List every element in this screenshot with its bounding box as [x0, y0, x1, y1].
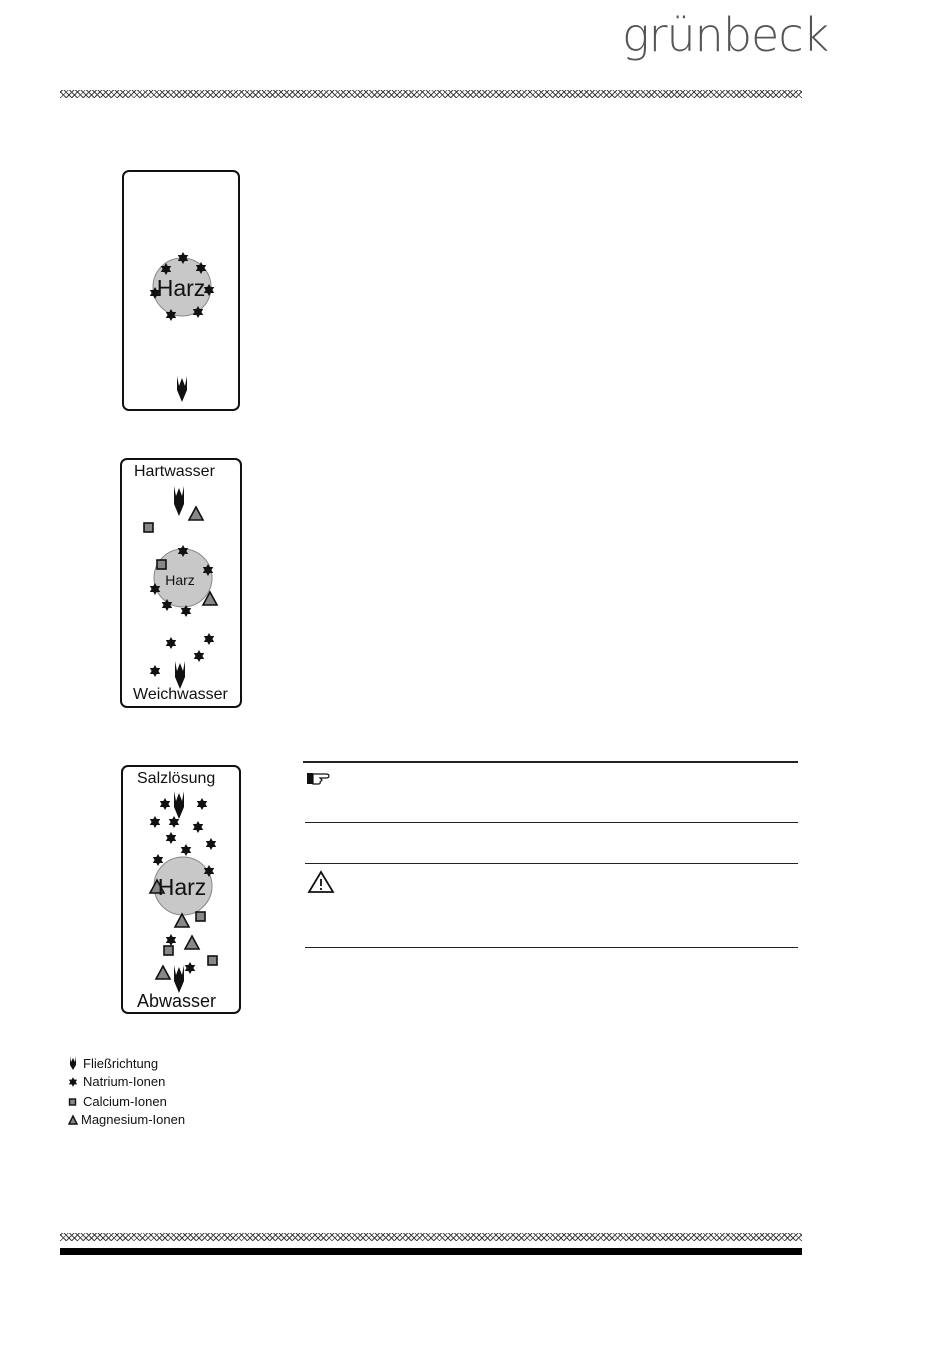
resin-diagram-initial: [124, 172, 238, 409]
magnesium-ion: [189, 507, 203, 520]
flow-arrow-icon: [68, 1055, 78, 1071]
legend-item-calcium: [68, 1094, 167, 1109]
sodium-ion: [150, 665, 160, 677]
magnesium-ion: [156, 966, 170, 979]
calcium-ion-icon: [68, 1096, 78, 1108]
flow-arrow-icon: [175, 661, 185, 689]
legend-label: Fließrichtung: [83, 1055, 159, 1071]
warning-triangle-icon: [307, 870, 335, 894]
legend-label: Magnesium-Ionen: [81, 1112, 186, 1127]
legend-label: Calcium-Ionen: [83, 1094, 167, 1109]
calcium-ion: [144, 523, 153, 532]
flow-arrow-icon: [177, 376, 187, 402]
hard-water-label: Hartwasser: [134, 463, 215, 480]
resin-label: Harz: [157, 874, 207, 900]
legend-item-sodium: [68, 1074, 165, 1089]
resin-panel-softening: [120, 458, 242, 708]
resin-label: Harz: [165, 572, 195, 588]
gruenbeck-logo: grünbeck: [622, 8, 829, 62]
warning-bottom-rule: [305, 947, 798, 948]
legend-item-flow: [68, 1055, 158, 1071]
soft-water-label: Weichwasser: [133, 686, 228, 703]
magnesium-ion: [185, 936, 199, 949]
calcium-ion: [208, 956, 217, 965]
calcium-ion: [164, 946, 173, 955]
sodium-ion: [153, 854, 163, 866]
resin-label: Harz: [156, 275, 206, 301]
sodium-ion: [185, 962, 195, 974]
magnesium-ion: [175, 914, 189, 927]
sodium-ion: [160, 798, 170, 810]
sodium-ion: [206, 838, 216, 850]
pointing-hand-icon: [306, 770, 330, 786]
sodium-ion: [166, 934, 176, 946]
resin-diagram-softening: [122, 460, 240, 706]
sodium-ion-icon: [68, 1076, 78, 1088]
legend-item-magnesium: [68, 1112, 185, 1127]
sodium-ion: [181, 844, 191, 856]
flow-arrow-icon: [174, 486, 184, 516]
sodium-ion: [166, 832, 176, 844]
brine-label: Salzlösung: [137, 770, 216, 787]
sodium-ion: [197, 798, 207, 810]
magnesium-ion-icon: [68, 1114, 78, 1126]
flow-arrow-icon: [174, 791, 184, 819]
footer-thick-rule: [60, 1248, 802, 1255]
header-pattern-rule: [60, 90, 802, 98]
footer-pattern-rule: [60, 1233, 802, 1241]
sodium-ion: [169, 816, 179, 828]
sodium-ion: [193, 821, 203, 833]
sodium-ion: [194, 650, 204, 662]
calcium-ion: [157, 560, 166, 569]
sodium-ion: [166, 637, 176, 649]
legend-label: Natrium-Ionen: [83, 1074, 166, 1089]
resin-panel-regeneration: [121, 765, 241, 1014]
sodium-ion: [150, 816, 160, 828]
note-bottom-rule: [305, 822, 798, 823]
calcium-ion: [196, 912, 205, 921]
resin-diagram-regeneration: [123, 767, 239, 1012]
flow-arrow-icon: [174, 965, 184, 993]
warning-top-rule: [305, 863, 798, 864]
waste-water-label: Abwasser: [137, 991, 217, 1011]
resin-panel-initial: [122, 170, 240, 411]
sodium-ion: [204, 633, 214, 645]
note-top-rule: [303, 761, 798, 763]
